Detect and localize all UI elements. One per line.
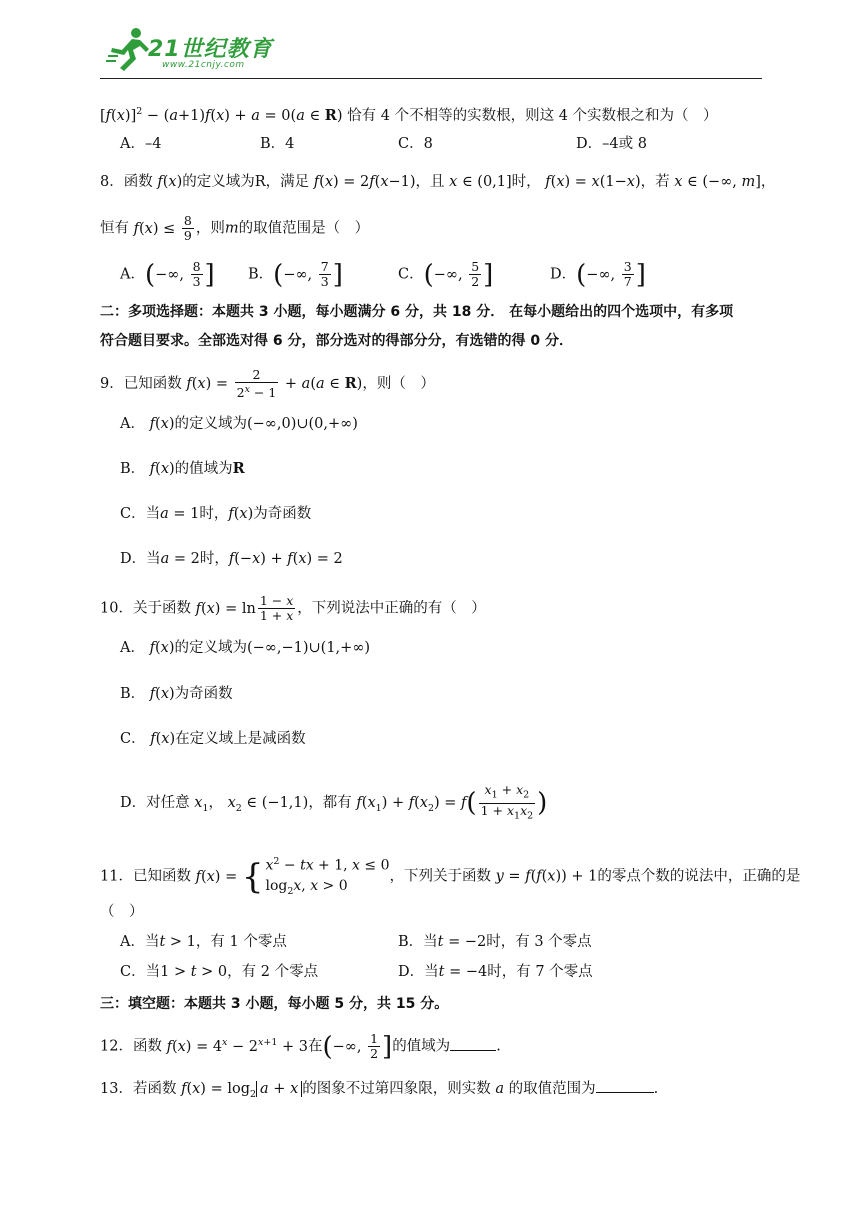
header-divider bbox=[100, 78, 762, 79]
q10-option-a[interactable]: A． f(x)的定义域为(−∞,−1)∪(1,+∞) bbox=[120, 640, 371, 656]
q9-text-1: 已知函数 bbox=[123, 376, 182, 393]
q9-option-d-text-1: 当 bbox=[146, 551, 161, 567]
q9-option-d-text-2: 时， bbox=[199, 551, 229, 567]
q9-option-c-label: C． bbox=[120, 506, 146, 522]
q10-option-d-text-2: ， bbox=[208, 795, 223, 811]
q9-option-a-text: 的定义域为 bbox=[174, 416, 247, 432]
q8-number: 8． bbox=[100, 174, 124, 190]
q11-paren: （ ） bbox=[100, 904, 144, 920]
q10-option-a-label: A． bbox=[120, 640, 145, 656]
q11-option-b[interactable]: B．当t = −2时，有 3 个零点 bbox=[398, 934, 592, 950]
q10-option-c-label: C． bbox=[120, 731, 146, 747]
q10-option-c-text: 在定义域上是减函数 bbox=[175, 731, 306, 747]
q10-option-d[interactable]: D．对任意 $x_1$， $x_2$ ∈ (−1,1)，都有 $f(x_1) + f(x_2) = f$( $\frac{x_1 + x_2}{1 + x_1x_2}$ ) bbox=[120, 782, 548, 821]
q8-option-b-label: B． bbox=[248, 266, 274, 283]
q11-option-c-text-2: ，有 2 个零点 bbox=[227, 964, 319, 980]
logo-url: www.21cnjy.com bbox=[162, 60, 245, 70]
q11-option-a-text-2: ，有 1 个零点 bbox=[195, 934, 287, 950]
q11-composite: y = f(f(x)) + 1 bbox=[495, 868, 598, 885]
q13-answer-blank[interactable] bbox=[596, 1078, 654, 1093]
q8-m: m bbox=[224, 220, 239, 237]
q8-text-9: 的取值范围是（ ） bbox=[238, 220, 370, 237]
q11-piecewise: f(x) = { $x^2$ − tx + 1, x ≤ 0 $\log_2x$, x > 0 bbox=[195, 856, 390, 897]
q7-stem bbox=[100, 102, 718, 126]
q8-text-2: 的定义域为 bbox=[182, 174, 255, 190]
q13-text-4: . bbox=[653, 1081, 659, 1097]
section-3-heading: 三：填空题：本题共 3 小题，每小题 5 分，共 15 分。 bbox=[100, 996, 449, 1012]
q8-text-6: ，若 bbox=[640, 174, 670, 190]
q11-option-d[interactable]: D．当t = −4时，有 7 个零点 bbox=[398, 964, 593, 980]
q11-option-b-text-2: 时，有 3 个零点 bbox=[486, 934, 592, 950]
q9-option-b-text: 的值域为 bbox=[174, 461, 233, 477]
q7-option-a[interactable]: A．–4 bbox=[120, 136, 162, 152]
q12-text-4: . bbox=[496, 1038, 501, 1055]
q11-text-2: ，下列关于函数 bbox=[389, 868, 491, 885]
q8-option-a-label: A． bbox=[120, 266, 145, 283]
q9-option-a-label: A． bbox=[120, 416, 145, 432]
q10-option-c[interactable]: C． f(x)在定义域上是减函数 bbox=[120, 731, 306, 747]
page-header bbox=[100, 22, 762, 80]
logo-text: 21世纪教育 bbox=[148, 37, 273, 62]
q8-condition: f(x) = 2f(x−1) bbox=[313, 174, 416, 190]
q8-text-4: ，且 bbox=[415, 174, 445, 190]
q8-line1: 8．函数 f(x)的定义域为R，满足 f(x) = 2f(x−1)，且 x ∈ (0,1]时， f(x) = x(1−x)，若 x ∈ (−∞, m]， bbox=[100, 174, 776, 190]
q13-text-3: 的取值范围为 bbox=[508, 1081, 596, 1097]
q11-option-a-text-1: 当 bbox=[144, 934, 160, 950]
q8-range-x: x ∈ (−∞, m] bbox=[674, 174, 761, 190]
q11-text-1: 已知函数 bbox=[132, 868, 191, 885]
q9-option-a[interactable]: A． f(x)的定义域为(−∞,0)∪(0,+∞) bbox=[120, 416, 358, 432]
q7-option-c[interactable]: C．8 bbox=[398, 136, 433, 152]
q8-line2 bbox=[100, 214, 369, 243]
q8-option-b[interactable]: B．(−∞, $\frac{7}{3}$ ] bbox=[248, 259, 343, 290]
q9-number: 9． bbox=[100, 376, 124, 393]
q9-option-c-text-2: 时， bbox=[199, 506, 229, 522]
q8-text-5: 时， bbox=[511, 174, 541, 190]
q8-text-3: ，满足 bbox=[265, 174, 310, 190]
q10-option-b[interactable]: B． f(x)为奇函数 bbox=[120, 686, 233, 702]
q8-text-7: 恒有 bbox=[100, 220, 129, 237]
q13-number: 13． bbox=[100, 1081, 133, 1097]
q10-option-d-text-1: 对任意 bbox=[146, 795, 190, 811]
q11-option-c-text-1: 当 bbox=[145, 964, 161, 980]
q12-function: $f(x) = 4^x - 2^{x+1} + 3$ bbox=[166, 1036, 308, 1055]
q11-option-c-label: C． bbox=[120, 964, 146, 980]
q10-text-1: 关于函数 bbox=[132, 600, 191, 617]
q9-option-b[interactable]: B． f(x)的值域为R bbox=[120, 460, 245, 477]
q8-inequality: f(x) ≤ $\frac{8}{9}$ bbox=[133, 213, 192, 243]
q8-option-d-label: D． bbox=[550, 266, 577, 283]
runner-logo-icon bbox=[106, 26, 150, 72]
q12-stem bbox=[100, 1032, 501, 1061]
q12-number: 12． bbox=[100, 1038, 133, 1055]
q11-option-d-text-1: 当 bbox=[424, 964, 439, 980]
q7-equation: $[f(x)]^2 - (a+1)f(x) + a = 0(a$ ∈ R) bbox=[100, 106, 343, 124]
q8-option-a[interactable]: A．(−∞, $\frac{8}{3}$ ] bbox=[120, 259, 215, 290]
q7-option-b[interactable]: B．4 bbox=[260, 136, 295, 152]
q12-text-3: 的值域为 bbox=[392, 1038, 451, 1055]
q9-stem bbox=[100, 368, 435, 400]
q10-stem bbox=[100, 594, 486, 623]
q9-option-d[interactable]: D．当a = 2时，f(−x) + f(x) = 2 bbox=[120, 551, 343, 567]
q10-number: 10． bbox=[100, 600, 133, 617]
q11-option-b-text-1: 当 bbox=[423, 934, 438, 950]
q10-text-2: ，下列说法中正确的有（ ） bbox=[297, 600, 486, 617]
q8-option-d[interactable]: D．(−∞, $\frac{3}{7}$ ] bbox=[550, 259, 646, 290]
q10-option-d-label: D． bbox=[120, 795, 147, 811]
q9-function: f(x) = $\frac{2}{2^x - 1}$ + a(a ∈ R) bbox=[186, 367, 363, 401]
q10-option-a-text: 的定义域为 bbox=[174, 640, 247, 656]
q10-function: f(x) = ln $\frac{1 - x}{1 + x}$ bbox=[195, 593, 294, 623]
q13-text-2: 的图象不过第四象限，则实数 bbox=[302, 1081, 491, 1097]
q11-option-d-label: D． bbox=[398, 964, 425, 980]
q13-stem bbox=[100, 1078, 658, 1105]
q9-option-c-text-1: 当 bbox=[145, 506, 161, 522]
q13-text-1: 若函数 bbox=[132, 1081, 177, 1097]
q9-option-c-text-3: 为奇函数 bbox=[253, 506, 312, 522]
q10-option-d-text-3: ，都有 bbox=[308, 795, 352, 811]
q10-option-b-text: 为奇函数 bbox=[174, 686, 233, 702]
q13-a: a bbox=[490, 1081, 509, 1097]
q11-option-d-text-2: 时，有 7 个零点 bbox=[487, 964, 593, 980]
q7-stem-text: 恰有 4 个不相等的实数根，则这 4 个实数根之和为（ ） bbox=[347, 107, 718, 124]
q8-interval: x ∈ (0,1] bbox=[449, 174, 512, 190]
q8-text-1: 函数 bbox=[123, 174, 153, 190]
q10-option-b-label: B． bbox=[120, 686, 146, 702]
q11-number: 11． bbox=[100, 868, 133, 885]
q7-option-d[interactable]: D．–4或 8 bbox=[576, 136, 647, 152]
q11-option-a-label: A． bbox=[120, 934, 145, 950]
q11-stem bbox=[100, 852, 800, 901]
q8-domain-r: R bbox=[254, 174, 266, 190]
q11-option-c[interactable]: C．当1 > t > 0，有 2 个零点 bbox=[120, 964, 319, 980]
q11-option-b-label: B． bbox=[398, 934, 424, 950]
q9-option-d-label: D． bbox=[120, 551, 147, 567]
section-2-heading-line2: 符合题目要求。全部选对得 6 分，部分选对的得部分分，有选错的得 0 分． bbox=[100, 333, 573, 349]
q12-text-1: 函数 bbox=[132, 1038, 162, 1055]
q11-text-3: 的零点个数的说法中，正确的是 bbox=[597, 868, 801, 885]
q8-definition: f(x) = x(1−x) bbox=[545, 174, 641, 190]
q8-fx: f(x) bbox=[157, 174, 183, 190]
q12-answer-blank[interactable] bbox=[450, 1036, 496, 1051]
logo bbox=[106, 26, 296, 78]
q8-text-8: ，则 bbox=[195, 220, 225, 237]
q11-option-a[interactable]: A．当t > 1，有 1 个零点 bbox=[120, 934, 287, 950]
q9-option-b-label: B． bbox=[120, 461, 146, 477]
q9-option-c[interactable]: C．当a = 1时，f(x)为奇函数 bbox=[120, 506, 312, 522]
q12-text-2: 在 bbox=[307, 1038, 323, 1055]
q8-option-c-label: C． bbox=[398, 266, 424, 283]
q9-text-2: ，则（ ） bbox=[362, 376, 435, 393]
q8-option-c[interactable]: C．(−∞, $\frac{5}{2}$ ] bbox=[398, 259, 494, 290]
q13-function: $f(x) = \log_2 a + x$ bbox=[181, 1081, 302, 1097]
q12-interval: (−∞, $\frac{1}{2}$ ] bbox=[322, 1031, 393, 1062]
section-2-heading-line1: 二：多项选择题：本题共 3 小题，每小题满分 6 分，共 18 分． 在每小题给出的四个选项中，有多项 bbox=[100, 304, 734, 320]
